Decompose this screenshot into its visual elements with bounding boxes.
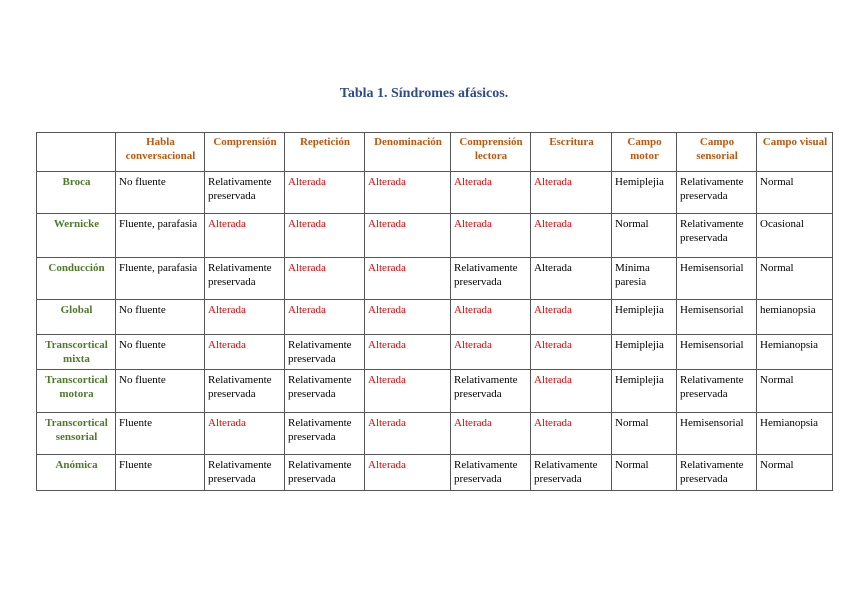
table-cell: Hemiplejia [612, 172, 677, 214]
table-cell: Alterada [451, 214, 531, 258]
table-cell: Relativamente preservada [451, 258, 531, 300]
table-cell: Alterada [365, 335, 451, 370]
table-cell: Relativamente preservada [205, 370, 285, 413]
table-cell: Alterada [531, 258, 612, 300]
table-cell: Alterada [451, 172, 531, 214]
table-cell: Fluente [116, 455, 205, 491]
table-cell: Fluente, parafasia [116, 214, 205, 258]
table-cell: Normal [757, 172, 833, 214]
table-cell: Alterada [285, 300, 365, 335]
table-cell: Hemisensorial [677, 300, 757, 335]
table-cell: Alterada [531, 335, 612, 370]
table-cell: Relativamente preservada [285, 370, 365, 413]
table-cell: Normal [757, 370, 833, 413]
column-header: Repetición [285, 133, 365, 172]
table-cell: Alterada [365, 370, 451, 413]
table-cell: No fluente [116, 335, 205, 370]
table-cell: Ocasional [757, 214, 833, 258]
row-header: Broca [37, 172, 116, 214]
row-header: Transcortical mixta [37, 335, 116, 370]
table-cell: Hemisensorial [677, 258, 757, 300]
table-cell: Relativamente preservada [677, 455, 757, 491]
row-header: Global [37, 300, 116, 335]
table-cell: Relativamente preservada [285, 413, 365, 455]
table-cell: Hemiplejia [612, 335, 677, 370]
table-cell: Alterada [531, 214, 612, 258]
table-cell: Normal [757, 455, 833, 491]
table-cell: Alterada [531, 413, 612, 455]
table-cell: Normal [612, 455, 677, 491]
table-row [37, 455, 833, 491]
column-header: Campo motor [612, 133, 677, 172]
table-cell: No fluente [116, 370, 205, 413]
table-cell: Hemisensorial [677, 413, 757, 455]
table-caption: Tabla 1. Síndromes afásicos. [339, 86, 509, 101]
row-header: Anómica [37, 455, 116, 491]
column-header: Denominación [365, 133, 451, 172]
table-cell: Hemianopsia [757, 335, 833, 370]
table-cell: Hemiplejia [612, 370, 677, 413]
table-cell: Normal [612, 413, 677, 455]
table-row [37, 370, 833, 413]
row-header: Transcortical sensorial [37, 413, 116, 455]
table-cell: Alterada [205, 214, 285, 258]
table-cell: Alterada [365, 258, 451, 300]
table-cell: Fluente, parafasia [116, 258, 205, 300]
table-cell: Alterada [205, 335, 285, 370]
table-cell: Alterada [451, 300, 531, 335]
column-header: Comprensión [205, 133, 285, 172]
table-cell: Alterada [365, 300, 451, 335]
table-cell: Hemiplejia [612, 300, 677, 335]
column-header: Comprensión lectora [451, 133, 531, 172]
table-cell: Alterada [531, 172, 612, 214]
aphasia-syndromes-table [36, 132, 833, 491]
table-cell: Fluente [116, 413, 205, 455]
table-cell: Alterada [531, 370, 612, 413]
column-header: Escritura [531, 133, 612, 172]
table-cell: Alterada [365, 455, 451, 491]
table-cell: Alterada [285, 258, 365, 300]
table-row [37, 172, 833, 214]
table-cell: Alterada [531, 300, 612, 335]
table-cell: Relativamente preservada [451, 370, 531, 413]
row-header: Conducción [37, 258, 116, 300]
table-cell: Normal [612, 214, 677, 258]
table-cell: Alterada [451, 335, 531, 370]
table-cell: Alterada [451, 413, 531, 455]
table-row [37, 300, 833, 335]
table-cell: No fluente [116, 300, 205, 335]
column-header: Campo visual [757, 133, 833, 172]
header-row [37, 133, 833, 172]
table-row [37, 413, 833, 455]
table-cell: Alterada [205, 300, 285, 335]
table-cell: Relativamente preservada [285, 335, 365, 370]
table-cell: Alterada [285, 172, 365, 214]
table-cell: Alterada [365, 214, 451, 258]
table-cell: Alterada [205, 413, 285, 455]
table-cell: Relativamente preservada [531, 455, 612, 491]
table-cell: Hemisensorial [677, 335, 757, 370]
column-header: Campo sensorial [677, 133, 757, 172]
table-cell: Relativamente preservada [451, 455, 531, 491]
table-row [37, 335, 833, 370]
table-cell: Relativamente preservada [205, 258, 285, 300]
table-cell: Relativamente preservada [205, 455, 285, 491]
row-header: Wernicke [37, 214, 116, 258]
table-cell: Relativamente preservada [677, 370, 757, 413]
table-cell: Alterada [285, 214, 365, 258]
table-cell: Relativamente preservada [677, 172, 757, 214]
row-header: Transcortical motora [37, 370, 116, 413]
header-corner [37, 133, 116, 172]
table-cell: Hemianopsia [757, 413, 833, 455]
table-cell: Alterada [365, 172, 451, 214]
column-header: Habla conversacional [116, 133, 205, 172]
table-cell: Relativamente preservada [677, 214, 757, 258]
table-cell: Relativamente preservada [285, 455, 365, 491]
table-cell: Alterada [365, 413, 451, 455]
table-cell: hemianopsia [757, 300, 833, 335]
table-cell: No fluente [116, 172, 205, 214]
table-cell: Mínima paresia [612, 258, 677, 300]
table-cell: Relativamente preservada [205, 172, 285, 214]
table-row [37, 214, 833, 258]
table-cell: Normal [757, 258, 833, 300]
table-row [37, 258, 833, 300]
